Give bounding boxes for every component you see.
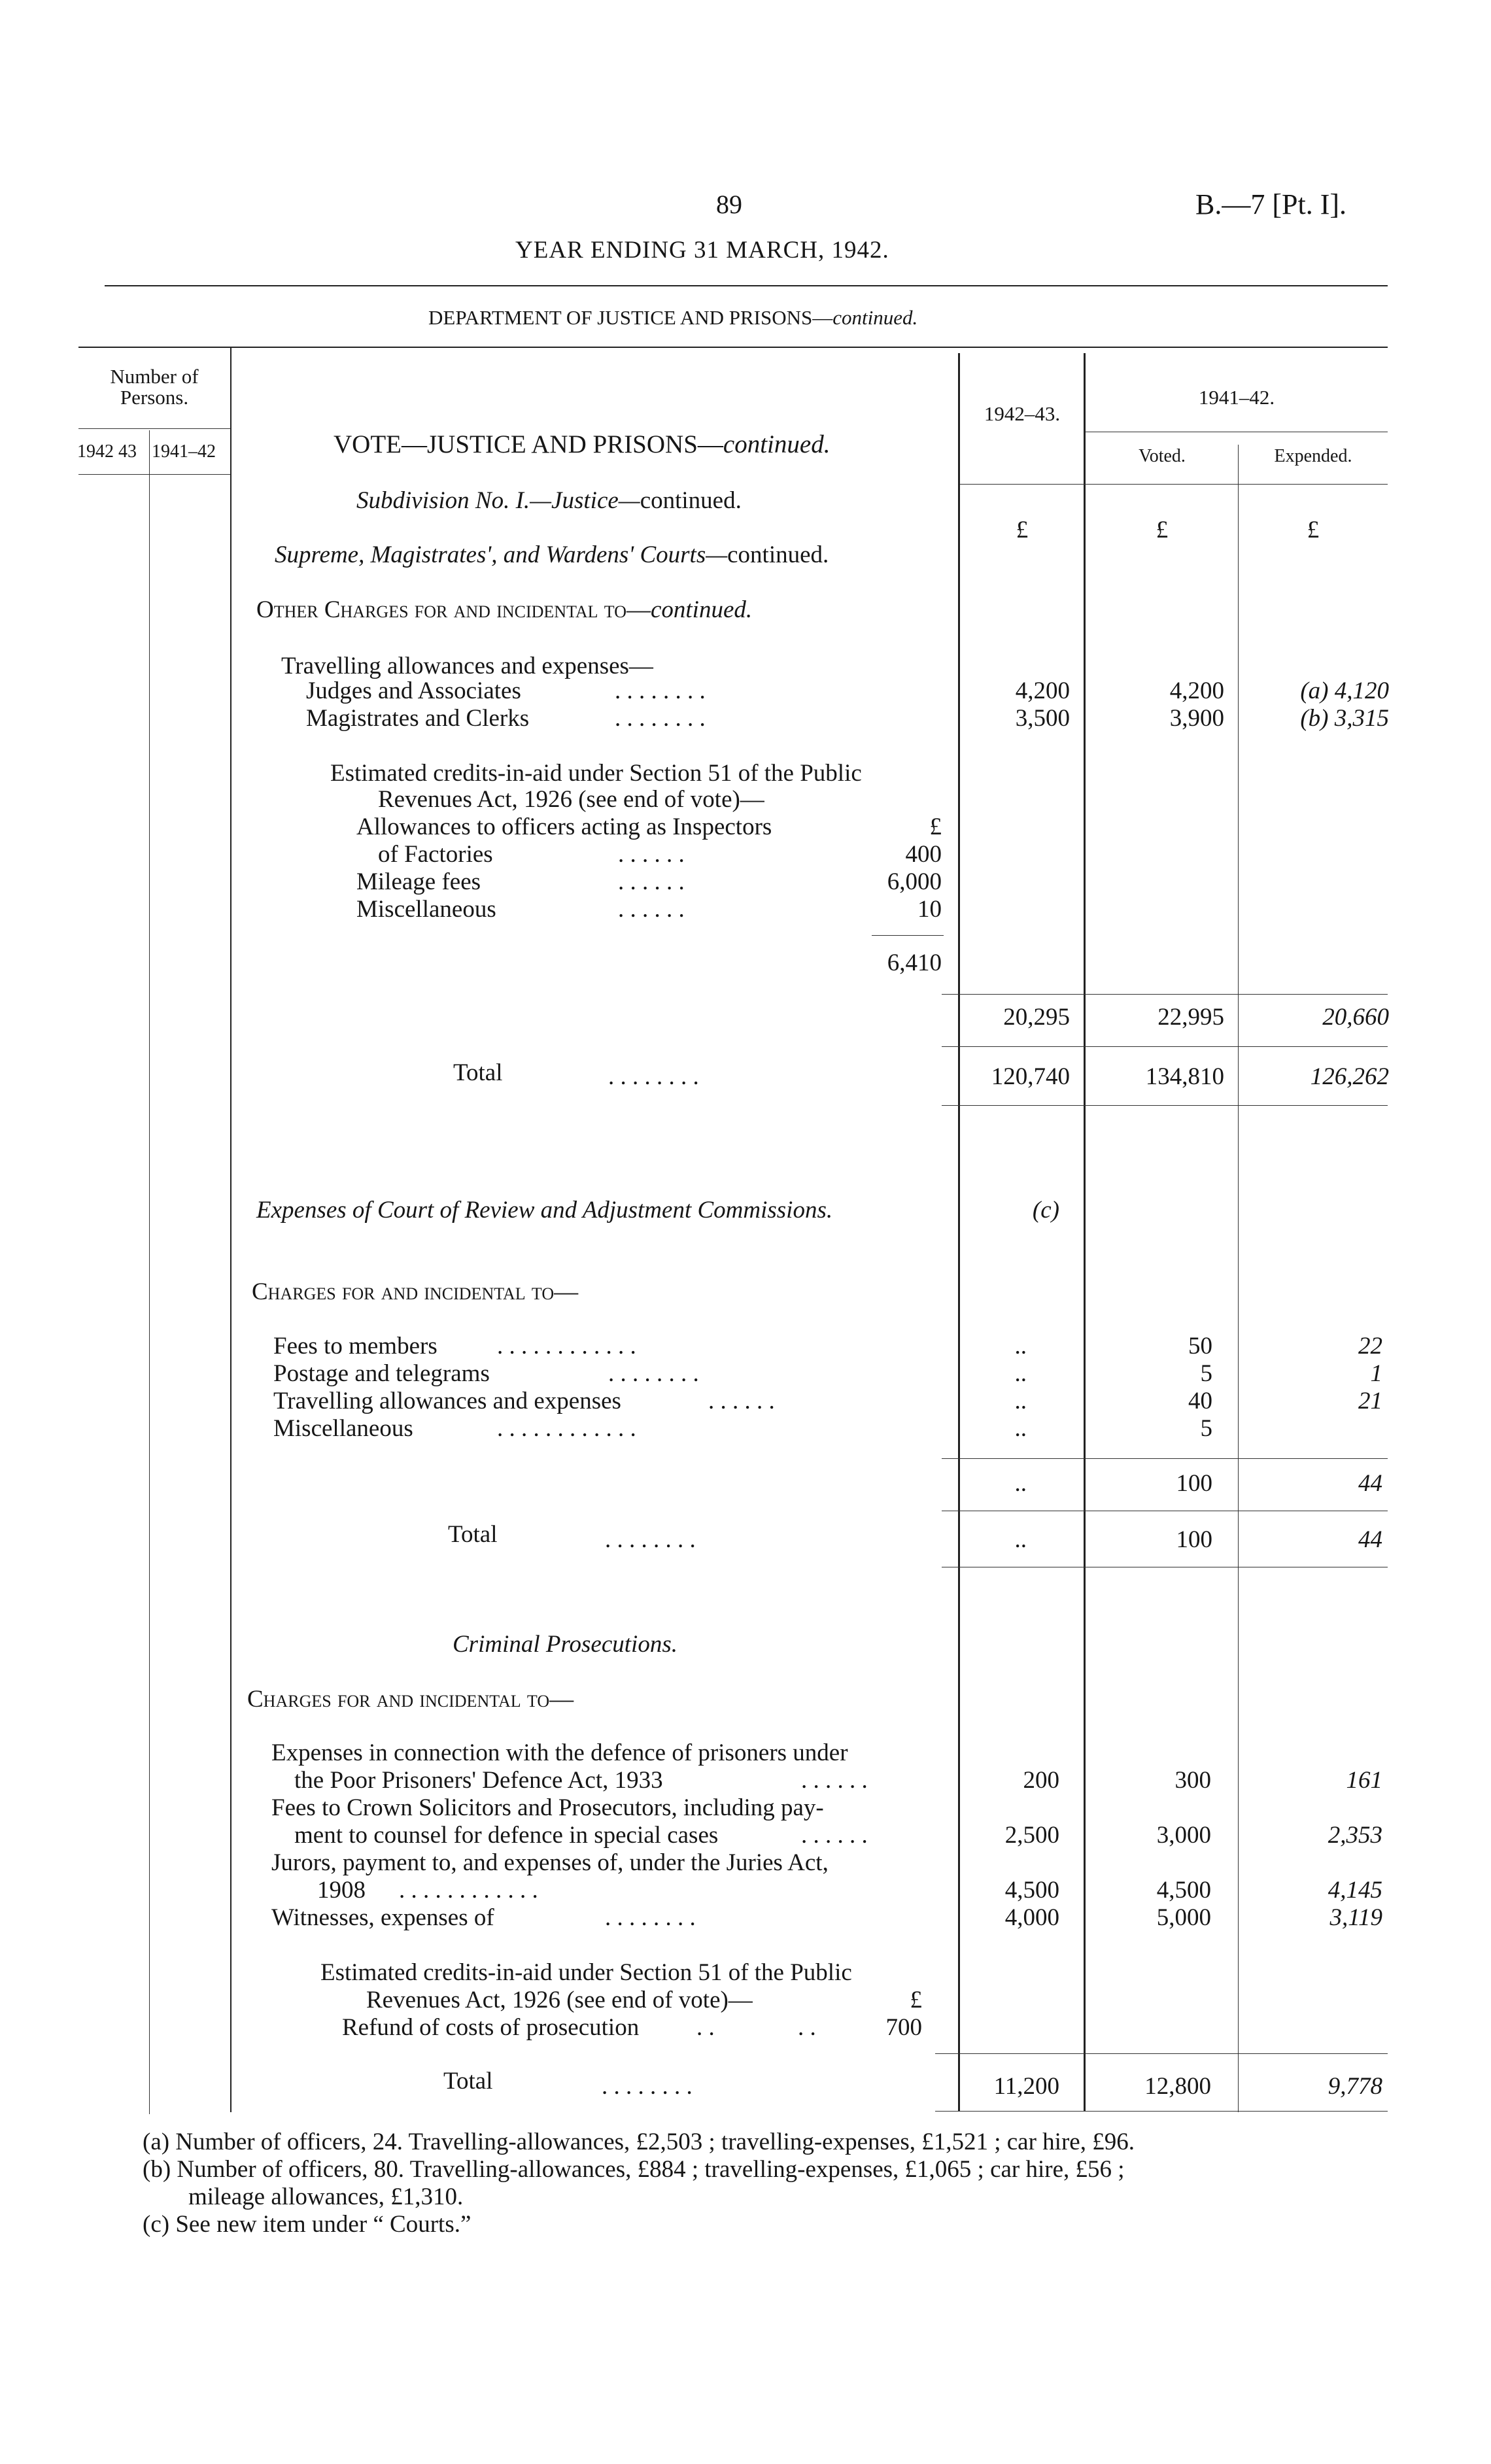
total-2-1942: .. — [1014, 1526, 1027, 1553]
document-reference: B.—7 [Pt. I]. — [1195, 188, 1346, 220]
defence-expended: 161 — [1346, 1767, 1382, 1794]
pound-sign-voted: £ — [1156, 517, 1169, 543]
postage-leader: . . . . . . . . — [608, 1360, 699, 1387]
total-expended-1: 126,262 — [1310, 1063, 1389, 1090]
magistrates-voted: 3,900 — [1169, 705, 1224, 732]
column-1942-43-heading: 1942–43. — [984, 402, 1061, 425]
persons-heading: Number of Persons. — [110, 365, 199, 409]
expended-heading: Expended. — [1274, 446, 1352, 466]
crown-solicitors-label-line1: Fees to Crown Solicitors and Prosecutors, including pay- — [271, 1794, 824, 1821]
defence-label-line2: the Poor Prisoners' Defence Act, 1933 — [294, 1767, 663, 1794]
criminal-prosecutions-heading: Criminal Prosecutions. — [453, 1631, 677, 1658]
witnesses-expended: 3,119 — [1329, 1904, 1382, 1931]
credits-3-line2: Revenues Act, 1926 (see end of vote)— — [366, 1987, 753, 2013]
footnote-a: (a) Number of officers, 24. Travelling-allowances, £2,503 ; travelling-expenses, £1,521 ; car hire, £96. — [143, 2129, 1135, 2155]
total-2-voted: 100 — [1176, 1526, 1212, 1553]
vote-title-text: VOTE—JUSTICE AND PRISONS— — [334, 430, 723, 458]
judges-1942: 4,200 — [1015, 677, 1070, 704]
other-charges-text: Other Charges for and incidental to— — [256, 596, 651, 623]
credit-mileage-value: 6,000 — [887, 868, 942, 895]
subtotal-2-expended: 44 — [1358, 1470, 1382, 1497]
subdivision-text: Subdivision No. I.—Justice— — [356, 487, 640, 514]
courts-heading — [275, 541, 829, 569]
total-leader-3: . . . . . . . . — [602, 2073, 693, 2100]
credit-factories-leader: . . . . . . — [618, 841, 685, 868]
department-name: DEPARTMENT OF JUSTICE AND PRISONS— — [428, 306, 833, 329]
amount-column-divider-2 — [1238, 445, 1239, 2112]
table-top-rule — [78, 347, 1388, 348]
subtotal-top-rule-1 — [942, 994, 1388, 995]
credit-mileage-leader: . . . . . . — [618, 868, 685, 895]
jurors-leader: . . . . . . . . . . . . — [399, 1877, 538, 1904]
crown-solicitors-expended: 2,353 — [1328, 1822, 1382, 1849]
defence-1942: 200 — [1023, 1767, 1059, 1794]
credits-sum-rule — [872, 935, 944, 936]
amount-column-left-border — [958, 353, 960, 2111]
total-2-expended: 44 — [1358, 1526, 1382, 1553]
misc-2-voted: 5 — [1200, 1415, 1212, 1442]
pound-sign-expended: £ — [1307, 517, 1320, 543]
subtotal-bottom-rule-1 — [942, 1046, 1388, 1047]
judges-expended: (a) 4,120 — [1300, 677, 1389, 704]
judges-leader: . . . . . . . . — [615, 677, 706, 704]
footnote-b: (b) Number of officers, 80. Travelling-allowances, £884 ; travelling-expenses, £1,065 ; car hire, £56 ; — [143, 2156, 1125, 2183]
credit-misc-leader: . . . . . . — [618, 896, 685, 923]
credits-total: 6,410 — [887, 950, 942, 976]
travelling-leader: . . . . . . — [708, 1388, 775, 1414]
total-3-expended: 9,778 — [1328, 2073, 1382, 2100]
persons-subheading-rule — [78, 474, 230, 475]
refund-value: 700 — [885, 2014, 922, 2041]
footnote-c: (c) See new item under “ Courts.” — [143, 2211, 471, 2238]
crown-solicitors-leader: . . . . . . — [801, 1822, 868, 1849]
fees-members-expended: 22 — [1358, 1333, 1382, 1360]
persons-1942-heading: 1942 43 — [77, 441, 137, 462]
magistrates-1942: 3,500 — [1015, 705, 1070, 732]
refund-label: Refund of costs of prosecution — [342, 2014, 640, 2041]
vote-title-continued: continued. — [723, 430, 831, 458]
subtotal-2-1942: .. — [1014, 1470, 1027, 1497]
magistrates-leader: . . . . . . . . — [615, 705, 706, 732]
credits-heading-line1: Estimated credits-in-aid under Section 51 of the Public — [330, 760, 862, 787]
total-3-1942: 11,200 — [993, 2073, 1059, 2100]
credit-inspectors-label: Allowances to officers acting as Inspectors — [356, 813, 772, 840]
persons-1941-heading: 1941–42 — [152, 441, 216, 462]
fees-members-leader: . . . . . . . . . . . . — [497, 1333, 636, 1360]
jurors-1942: 4,500 — [1004, 1877, 1059, 1904]
travelling-label: Travelling allowances and expenses — [273, 1388, 621, 1414]
subtotal-voted: 22,995 — [1157, 1004, 1224, 1031]
misc-2-leader: . . . . . . . . . . . . — [497, 1415, 636, 1442]
pound-sign-1942: £ — [1016, 517, 1029, 543]
header-rule — [105, 285, 1388, 286]
defence-voted: 300 — [1174, 1767, 1211, 1794]
credit-inspectors-pound: £ — [929, 813, 942, 840]
courts-continued: continued. — [727, 541, 829, 568]
page-number: 89 — [716, 190, 742, 219]
subdivision-continued: continued. — [640, 487, 742, 514]
travelling-1942: .. — [1014, 1388, 1027, 1414]
credits-3-pound: £ — [910, 1987, 922, 2013]
department-heading — [428, 306, 917, 330]
subdivision-heading — [356, 487, 742, 515]
review-commissions-heading: Expenses of Court of Review and Adjustment Commissions. — [256, 1197, 833, 1223]
postage-label: Postage and telegrams — [273, 1360, 490, 1387]
magistrates-label: Magistrates and Clerks — [306, 705, 530, 732]
footnote-b-cont: mileage allowances, £1,310. — [188, 2183, 464, 2210]
charges-heading-2: Charges for and incidental to— — [252, 1278, 579, 1305]
fees-members-1942: .. — [1014, 1333, 1027, 1360]
jurors-label-line1: Jurors, payment to, and expenses of, under the Juries Act, — [271, 1849, 829, 1876]
total-voted-1: 134,810 — [1145, 1063, 1224, 1090]
table-bottom-rule — [935, 2111, 1388, 2112]
misc-2-1942: .. — [1014, 1415, 1027, 1442]
witnesses-label: Witnesses, expenses of — [271, 1904, 494, 1931]
witnesses-voted: 5,000 — [1156, 1904, 1211, 1931]
total-label-2: Total — [448, 1521, 498, 1548]
credit-misc-value: 10 — [917, 896, 942, 923]
misc-2-label: Miscellaneous — [273, 1415, 413, 1442]
subtotal-1942: 20,295 — [1003, 1004, 1070, 1031]
persons-heading-rule — [78, 428, 230, 429]
persons-column-divider — [230, 347, 231, 2112]
total-3-voted: 12,800 — [1144, 2073, 1211, 2100]
jurors-label-line2: 1908 — [317, 1877, 366, 1904]
travelling-expended: 21 — [1358, 1388, 1382, 1414]
crown-solicitors-1942: 2,500 — [1004, 1822, 1059, 1849]
review-note-c: (c) — [1032, 1197, 1059, 1223]
total-label-3: Total — [443, 2068, 493, 2095]
department-continued: continued. — [832, 306, 918, 329]
defence-label-line1: Expenses in connection with the defence of prisoners under — [271, 1739, 848, 1766]
total-label-1: Total — [453, 1059, 503, 1086]
amount-column-divider-1 — [1084, 353, 1086, 2111]
total-leader-2: . . . . . . . . — [605, 1526, 696, 1553]
travelling-voted: 40 — [1188, 1388, 1212, 1414]
postage-voted: 5 — [1200, 1360, 1212, 1387]
magistrates-expended: (b) 3,315 — [1300, 705, 1389, 732]
defence-leader: . . . . . . — [801, 1767, 868, 1794]
courts-text: Supreme, Magistrates', and Wardens' Courts— — [275, 541, 728, 568]
credit-misc-label: Miscellaneous — [356, 896, 496, 923]
voted-heading: Voted. — [1139, 446, 1186, 466]
postage-expended: 1 — [1370, 1360, 1382, 1387]
column-heading-rule — [960, 484, 1388, 485]
other-charges-continued: continued. — [650, 596, 753, 623]
credit-factories-label: of Factories — [378, 841, 493, 868]
persons-inner-divider — [149, 430, 150, 2114]
subtotal-2-voted: 100 — [1176, 1470, 1212, 1497]
judges-voted: 4,200 — [1169, 677, 1224, 704]
subtotal-expended: 20,660 — [1322, 1004, 1389, 1031]
total-bottom-rule-1 — [942, 1105, 1388, 1106]
credit-mileage-label: Mileage fees — [356, 868, 481, 895]
witnesses-1942: 4,000 — [1004, 1904, 1059, 1931]
postage-1942: .. — [1014, 1360, 1027, 1387]
travel-heading: Travelling allowances and expenses— — [281, 653, 653, 679]
fees-members-label: Fees to members — [273, 1333, 437, 1360]
total-leader-1: . . . . . . . . — [608, 1063, 699, 1090]
jurors-expended: 4,145 — [1328, 1877, 1382, 1904]
fees-members-voted: 50 — [1188, 1333, 1212, 1360]
year-heading: YEAR ENDING 31 MARCH, 1942. — [515, 237, 889, 264]
witnesses-leader: . . . . . . . . — [605, 1904, 696, 1931]
refund-leader-2: . . — [798, 2014, 816, 2041]
subtotal-top-rule-2 — [942, 1458, 1388, 1459]
total-top-rule-3 — [935, 2053, 1388, 2054]
crown-solicitors-voted: 3,000 — [1156, 1822, 1211, 1849]
refund-leader-1: . . — [696, 2014, 715, 2041]
charges-heading-3: Charges for and incidental to— — [247, 1686, 574, 1713]
jurors-voted: 4,500 — [1156, 1877, 1211, 1904]
credits-heading-line2: Revenues Act, 1926 (see end of vote)— — [378, 786, 764, 813]
column-1941-42-heading: 1941–42. — [1198, 386, 1275, 409]
credits-3-line1: Estimated credits-in-aid under Section 51 of the Public — [320, 1959, 852, 1986]
crown-solicitors-label-line2: ment to counsel for defence in special cases — [294, 1822, 719, 1849]
other-charges-heading — [256, 596, 752, 624]
total-1942-1: 120,740 — [991, 1063, 1070, 1090]
credit-factories-value: 400 — [905, 841, 942, 868]
vote-title — [334, 430, 830, 459]
judges-label: Judges and Associates — [306, 677, 521, 704]
